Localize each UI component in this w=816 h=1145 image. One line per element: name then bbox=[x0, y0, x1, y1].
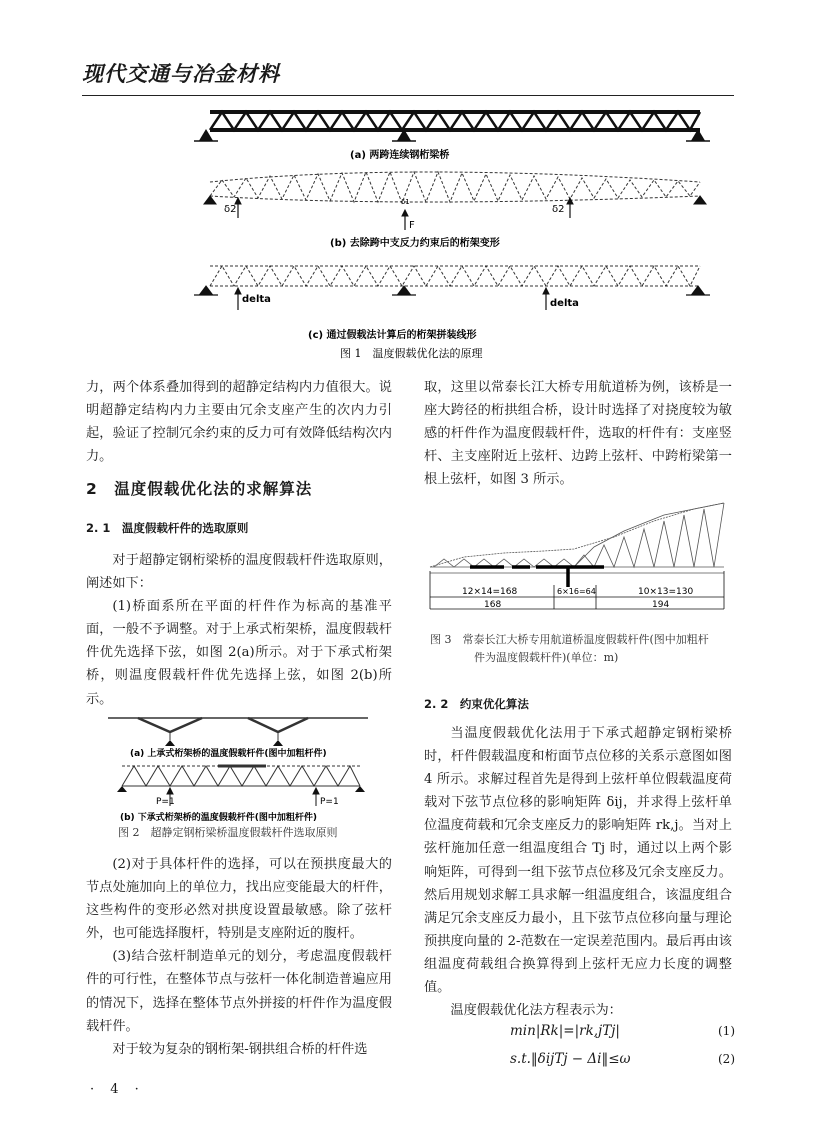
fig1b-delta1: δ1 bbox=[401, 198, 410, 206]
figure-1 bbox=[190, 100, 730, 365]
figure-3 bbox=[424, 497, 732, 625]
fig3-dim3-bottom: 194 bbox=[652, 600, 670, 610]
fig1b-force-label: F bbox=[409, 220, 415, 231]
fig3-dim1-bottom: 168 bbox=[484, 600, 502, 610]
section-2-heading: 2 温度假载优化法的求解算法 bbox=[86, 480, 313, 498]
header-rule bbox=[82, 95, 734, 96]
figure-3-caption-line2: 件为温度假载杆件)(单位：m) bbox=[474, 651, 619, 664]
figure-3-caption-line1: 图 3 常泰长江大桥专用航道桥温度假载杆件(图中加粗杆 bbox=[430, 633, 709, 646]
section-2-1-heading: 2. 1 温度假载杆件的选取原则 bbox=[86, 521, 249, 535]
equation-1-number: (1) bbox=[718, 1024, 735, 1038]
journal-title: 现代交通与冶金材料 bbox=[82, 62, 280, 86]
left-paragraph-3: (2)对于具体杆件的选择，可以在预拱度最大的节点处施加向上的单位力，找出应变能最大的杆件，这些构件的变形必然对拱度设置最敏感。除了弦杆外，也可能选择腹杆，特别是支座附近的腹杆。 (3)结合弦杆制造单元的划分，考虑温度假载杆件的可行性，在整体节点与弦杆一体化制造普遍应用的情况下，选择在整体节点外拼接的杆件作为温度假载杆件。 对于较为复杂的钢桁架-钢拱组合桥的杆件选 bbox=[86, 857, 392, 1057]
fig3-dim2-top: 6×16=64 bbox=[557, 587, 596, 596]
equation-2: s.t.‖δijTj − Δi‖≤ω bbox=[510, 1051, 631, 1067]
equation-2-number: (2) bbox=[718, 1052, 735, 1066]
fig1b-caption: (b) 去除跨中支反力约束后的桁架变形 bbox=[330, 238, 500, 249]
fig1c-delta-right: delta bbox=[550, 298, 579, 309]
left-paragraph-2: 对于超静定钢桁梁桥的温度假载杆件选取原则，阐述如下： (1)桥面系所在平面的杆件作为标高的基准平面，一般不予调整。对于上承式桁架桥，温度假载杆件优先选择下弦，如图 2(a)所示。对于下承式桁架桥，则温度假载杆件优先选择上弦，如图 2(b)所示。 bbox=[86, 553, 392, 707]
fig3-dim1-top: 12×14=168 bbox=[462, 587, 518, 597]
fig2b-caption: (b) 下承式桁架桥的温度假载杆件(图中加粗杆件) bbox=[120, 813, 318, 823]
fig1a-caption: (a) 两跨连续钢桁梁桥 bbox=[350, 150, 450, 161]
fig1b-delta2-left: δ2 bbox=[224, 204, 237, 215]
right-paragraph-1: 取，这里以常泰长江大桥专用航道桥为例，该桥是一座大跨径的桁拱组合桥，设计时选择了对挠度较为敏感的杆件作为温度假载杆件，选取的杆件有：支座竖杆、主支座附近上弦杆、边跨上弦杆、中跨桁梁第一根上弦杆，如图 3 所示。 bbox=[424, 380, 732, 488]
page-number: · 4 · bbox=[90, 1082, 145, 1097]
fig3-dim3-top: 10×13=130 bbox=[638, 587, 694, 597]
fig1b-delta2-right: δ2 bbox=[552, 204, 565, 215]
figure-1-caption: 图 1 温度假载优化法的原理 bbox=[340, 347, 483, 360]
fig1a-truss bbox=[194, 112, 710, 141]
fig1c-delta-left: delta bbox=[242, 294, 271, 305]
fig2a-caption: (a) 上承式桁架桥的温度假载杆件(图中加粗杆件) bbox=[130, 749, 327, 759]
figure-2-caption: 图 2 超静定钢桁梁桥温度假载杆件选取原则 bbox=[118, 826, 338, 839]
figure-2 bbox=[98, 708, 388, 838]
left-paragraph-1: 力，两个体系叠加得到的超静定结构内力值很大。说明超静定结构内力主要由冗余支座产生的次内力引起，验证了控制冗余约束的反力可有效降低结构次内力。 bbox=[86, 380, 392, 465]
fig1c-truss bbox=[210, 266, 700, 286]
fig1c-caption: (c) 通过假载法计算后的桁架拼装线形 bbox=[308, 330, 477, 341]
fig1b-truss bbox=[210, 172, 700, 203]
equation-1: min|Rk|=|rk,jTj| bbox=[510, 1023, 620, 1039]
section-2-2-heading: 2. 2 约束优化算法 bbox=[424, 697, 529, 711]
right-paragraph-2: 当温度假载优化法用于下承式超静定钢桁梁桥时，杆件假载温度和桁面节点位移的关系示意图如图 4 所示。求解过程首先是得到上弦杆单位假载温度荷载对下弦节点位移的影响矩阵 δij，并求得上弦杆单位温度荷载和冗余支座反力的影响矩阵 rk,j。当对上弦杆施加任意一组温度组合 Tj 时，通过以上两个影响矩阵，可得到一组下弦节点位移及冗余支座反力。然后用规划求解工具求解一组温度组合，该温度组合满足冗余支座反力最小，且下弦节点位移向量与理论预拱度向量的 2-范数在一定误差范围内。最后再由该组温度荷载组合换算得到上弦杆无应力长度的调整值。 温度假载优化法方程表示为： bbox=[424, 726, 732, 1019]
fig2b-p-left: P=1 bbox=[156, 797, 175, 807]
fig2b-p-right: P=1 bbox=[320, 797, 339, 807]
